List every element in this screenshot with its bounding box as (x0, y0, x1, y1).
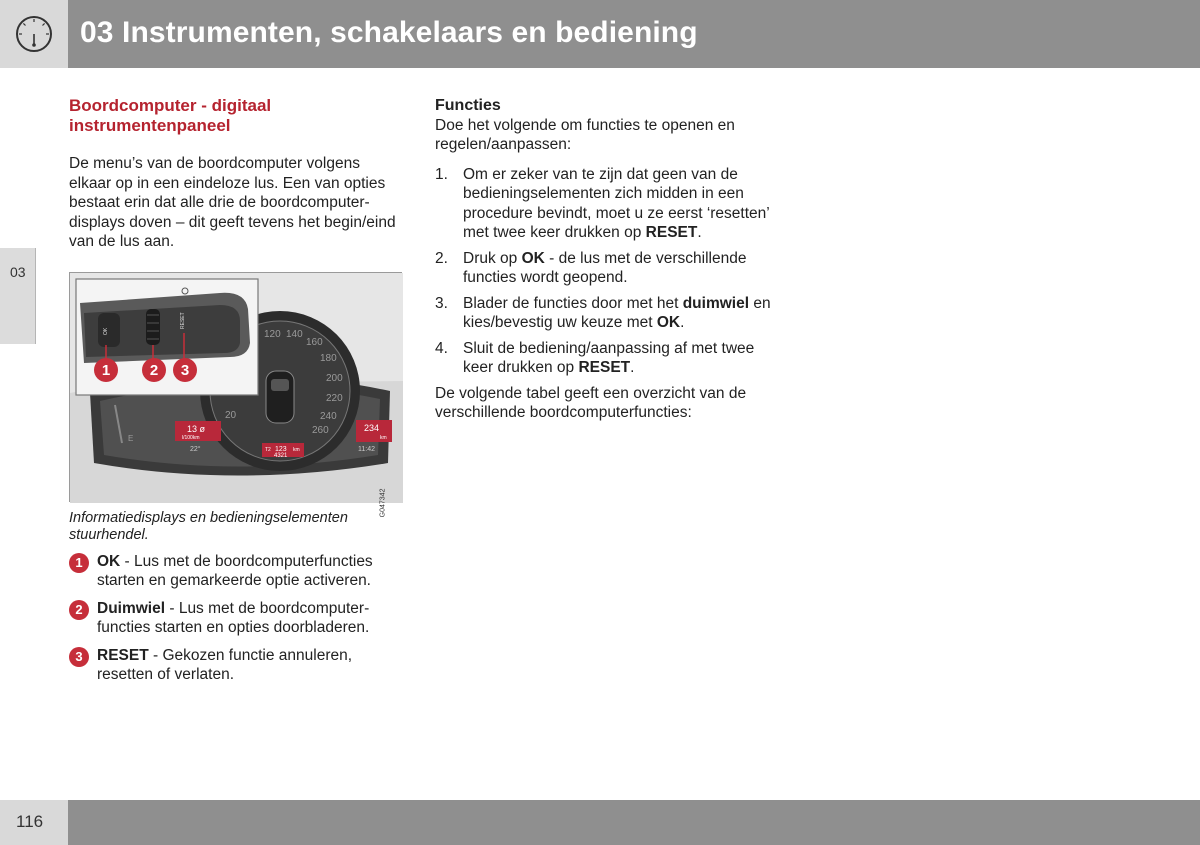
step-text: en kies/bevestig uw keuze met (463, 294, 771, 331)
step-text: . (680, 314, 685, 331)
step-bold: OK (656, 314, 681, 331)
gauge-tick-240: 240 (320, 410, 337, 422)
callout-text: - Lus met de boordcomputer-functies starten en opties doorbladeren. (97, 599, 370, 636)
gauge-tick-140: 140 (286, 328, 303, 340)
display-right-value: 234 (364, 422, 380, 433)
step-item (435, 249, 775, 288)
callout-item (69, 646, 405, 685)
step-bold: duimwiel (682, 294, 750, 312)
display-right-unit: km (380, 434, 387, 441)
callout-term: Duimwiel (97, 599, 166, 617)
marker-1: 1 (101, 361, 111, 379)
marker-2: 2 (149, 361, 159, 379)
gauge-tick-20: 20 (225, 409, 237, 421)
step-text: Blader de functies door met het (463, 294, 683, 312)
step-text: Om er zeker van te zijn dat geen van de bedieningselementen zich midden in een procedure bevindt, moet u ze eerst ‘resetten’ met twee keer drukken op (463, 165, 770, 241)
callout-term: OK (97, 552, 121, 570)
marker-3: 3 (180, 361, 190, 379)
display-temp: 22° (190, 445, 201, 453)
callout-text: - Gekozen functie annuleren, resetten of verlaten. (97, 646, 353, 683)
chapter-tab-label: 03 (10, 264, 26, 280)
page-footer (0, 800, 1200, 845)
functions-intro: Doe het volgende om functies te openen en regelen/aanpassen: (435, 116, 735, 153)
gauge-tick-120: 120 (264, 328, 281, 340)
step-text: Sluit de bediening/aanpassing af met twee keer drukken op (463, 339, 755, 376)
display-trip-value: 123 (275, 445, 287, 453)
instrument-figure (69, 272, 402, 518)
page-number: 116 (16, 812, 44, 831)
step-item (435, 294, 775, 333)
stalk-reset-label: RESET (180, 311, 186, 329)
gauge-tick-200: 200 (326, 372, 343, 384)
instrument-illustration (70, 273, 403, 503)
step-bold: RESET (645, 224, 698, 241)
callout-term: RESET (97, 646, 149, 664)
step-item (435, 339, 775, 378)
display-trip-label: T2 (265, 446, 271, 453)
gauge-tick-160: 160 (306, 336, 323, 348)
callout-number: 1 (69, 553, 89, 573)
step-text: - de lus met de verschillende functies wordt geopend. (463, 249, 747, 286)
callout-text: - Lus met de boordcomputerfuncties starten en gemarkeerde optie activeren. (97, 552, 373, 589)
step-bold: OK (521, 249, 545, 267)
page-title: 03 Instrumenten, schakelaars en bediening (80, 16, 698, 49)
step-bold: RESET (578, 359, 631, 376)
display-odometer: 4321 (274, 452, 288, 459)
callout-number: 2 (69, 600, 89, 620)
step-text: . (697, 224, 702, 241)
callout-item (69, 552, 405, 591)
chapter-tab (0, 248, 36, 344)
functions-title: Functies (435, 97, 501, 114)
step-text: . (630, 359, 635, 376)
right-column (435, 96, 775, 423)
display-clock: 11:42 (358, 445, 375, 453)
step-number: 2. (435, 249, 448, 267)
svg-text:E: E (128, 433, 134, 443)
gauge-tick-220: 220 (326, 392, 343, 404)
step-number: 1. (435, 165, 448, 183)
figure-caption: Informatiedisplays en bedieningselementen stuurhendel. (69, 509, 348, 543)
gauge-tick-180: 180 (320, 352, 337, 364)
left-column (69, 96, 405, 693)
steps-list (435, 165, 775, 378)
display-left-value: 13 ø (187, 423, 206, 434)
page-number-box (0, 800, 68, 845)
header-icon-box (0, 0, 68, 68)
intro-paragraph: De menu’s van de boordcomputer volgens elkaar op in een eindeloze lus. Een van opties bestaat erin dat alle drie de boordcomputer-displays doven – dit geeft tevens het begin/eind van de lus aan. (69, 155, 396, 250)
gauge-icon (15, 15, 53, 53)
callout-item (69, 599, 405, 638)
step-number: 4. (435, 339, 448, 357)
display-left-unit: l/100km (182, 434, 200, 441)
stalk-ok-label: OK (103, 327, 109, 335)
page-header (0, 0, 1200, 68)
step-text: Druk op (463, 249, 522, 267)
gauge-tick-260: 260 (312, 424, 329, 436)
step-number: 3. (435, 294, 448, 312)
step-item (435, 165, 775, 243)
figure-code: G047342 (379, 488, 387, 518)
display-trip-unit: km (293, 446, 300, 453)
section-title: Boordcomputer - digitaal instrumentenpaneel (69, 96, 272, 135)
callout-number: 3 (69, 647, 89, 667)
functions-outro: De volgende tabel geeft een overzicht van de verschillende boordcomputerfuncties: (435, 384, 747, 421)
